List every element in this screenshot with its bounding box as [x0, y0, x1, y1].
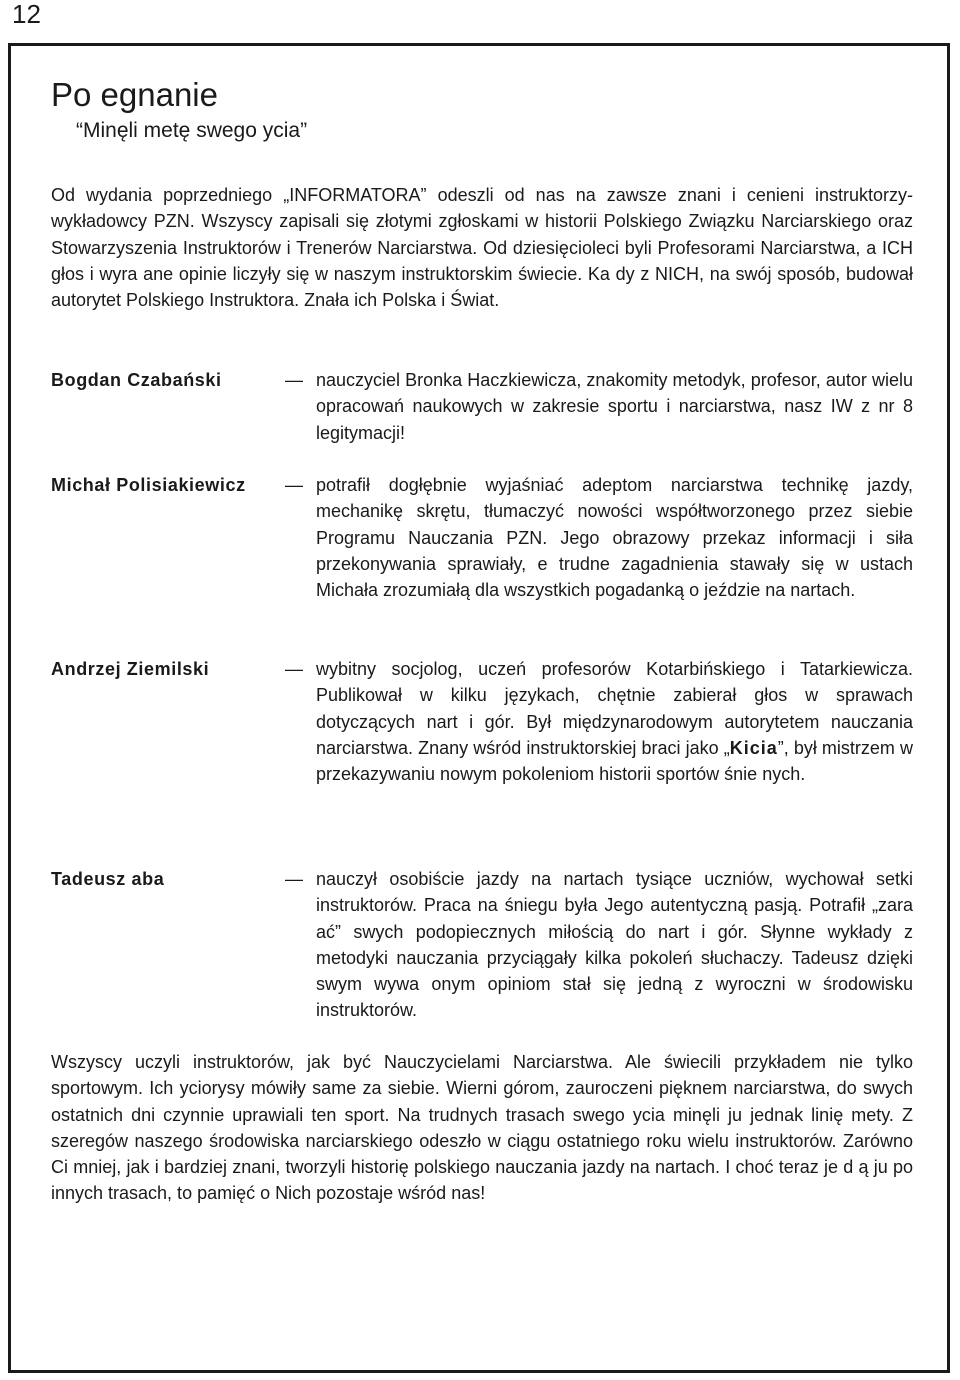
- person-name: Michał Polisiakiewicz: [51, 475, 246, 495]
- person-name: Tadeusz aba: [51, 869, 165, 889]
- description-text: ”, był mistrzem w przekazywaniu nowym pokoleniom historii sportów śnie nych.: [316, 737, 914, 785]
- person-name: Bogdan Czabański: [51, 370, 222, 390]
- description-text: wybitny socjolog, uczeń profesorów Kotarbińskiego i Tatarkiewicza. Publikował w kilku językach, chętnie zabierał głos w sprawach dotyczących nart i gór. Był międzynarodowym autorytetem nauczania narciarstwa. Znany wśród instruktorskiej braci jako „: [316, 659, 913, 758]
- intro-paragraph: Od wydania poprzedniego „INFORMATORA” odeszli od nas na zawsze znani i cenieni instruktorzy-wykładowcy PZN. Wszyscy zapisali się złotymi zgłoskami w historii Polskiego Związku Narciarskiego oraz Stowarzyszenia Instruktorów i Trenerów Narciarstwa. Od dziesięcioleci byli Profesorami Narciarstwa, a ICH głos i wyra ane opinie liczyły się w naszym instruktorskim świecie. Ka dy z NICH, na swój sposób, budował autorytet Polskiego Instruktora. Znała ich Polska i Świat.: [51, 185, 913, 311]
- closing-paragraph: Wszyscy uczyli instruktorów, jak być Nauczycielami Narciarstwa. Ale świecili przykładem nie tylko sportowym. Ich yciorysy mówiły same za siebie. Wierni górom, zauroczeni pięknem narciarstwa, do swych ostatnich dni czynnie uprawiali ten sport. Na trudnych trasach swego ycia minęli ju jednak linię mety. Z szeregów naszego środowiska narciarskiego odeszło w ciągu ostatniego roku wielu instruktorów. Zarówno Ci mniej, jak i bardziej znani, tworzyli historię polskiego nauczania jazdy na nartach. I choć teraz je d ą ju po innych trasach, to pamięć o Nich pozostaje wśród nas!: [51, 1052, 913, 1204]
- article-subtitle: “Minęli metę swego ycia”: [76, 119, 308, 142]
- entry-dash: —: [285, 370, 303, 390]
- person-description: [316, 656, 913, 787]
- entry-dash: —: [285, 475, 303, 495]
- person-description: nauczył osobiście jazdy na nartach tysiące uczniów, wychował setki instruktorów. Praca na śniegu była Jego autentyczną pasją. Potrafił „zara ać” swych podopiecznych miłością do nart i gór. Słynne wykłady z metodyki nauczania przyciągały kilka pokoleń słuchaczy. Tadeusz dzięki swym wywa onym opiniom stał się jedną z wyroczni w środowisku instruktorów.: [316, 869, 913, 1021]
- article-title: Po egnanie: [51, 76, 218, 113]
- entry-dash: —: [285, 659, 303, 679]
- nickname: Kicia: [729, 737, 778, 758]
- person-name: Andrzej Ziemilski: [51, 659, 210, 679]
- entry-dash: —: [285, 869, 303, 889]
- person-description: potrafił dogłębnie wyjaśniać adeptom narciarstwa technikę jazdy, mechanikę skrętu, tłumaczyć nowości współtworzonego przez siebie Programu Nauczania PZN. Jego obrazowy przekaz informacji i siła przekonywania sprawiały, e trudne zagadnienia stawały się w ustach Michała zrozumiałą dla wszystkich pogadanką o jeździe na nartach.: [316, 475, 913, 601]
- person-description: nauczyciel Bronka Haczkiewicza, znakomity metodyk, profesor, autor wielu opracowań naukowych w zakresie sportu i narciarstwa, nasz IW z nr 8 legitymacji!: [316, 370, 913, 443]
- page-number: 12: [12, 0, 41, 29]
